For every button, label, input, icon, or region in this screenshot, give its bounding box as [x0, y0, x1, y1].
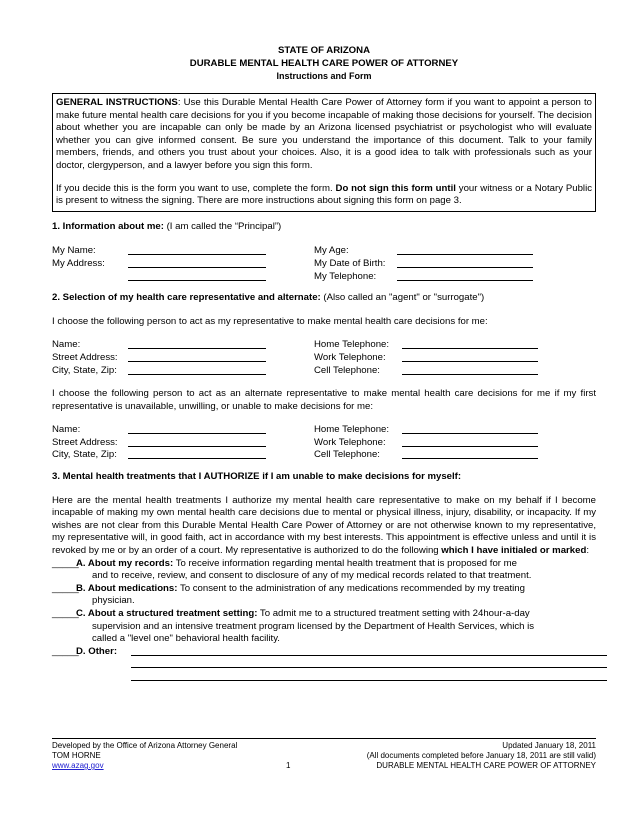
footer-validity-note: (All documents completed before January 18, 2011 are still valid) [366, 751, 596, 760]
option-d-other-field-1[interactable] [131, 646, 607, 656]
document-page [52, 0, 596, 684]
option-d-other-field-2[interactable] [131, 658, 607, 668]
header-state: STATE OF ARIZONA [277, 45, 371, 56]
section-3 [52, 471, 596, 684]
rep-city-label: City, State, Zip: [52, 364, 117, 376]
footer-website-link[interactable]: www.azag.gov [52, 761, 104, 770]
page-footer [52, 738, 596, 771]
my-address-field-2[interactable] [128, 271, 266, 286]
option-c-initial-field[interactable]: _____ [52, 608, 79, 619]
rep-work-phone-label: Work Telephone: [314, 351, 386, 363]
option-b: _____ B. About medications: To consent to the administration of any medications recommended by my treating physician. [52, 582, 525, 607]
header-title: DURABLE MENTAL HEALTH CARE POWER OF ATTORNEY [189, 58, 459, 69]
rep-street-label: Street Address: [52, 351, 118, 363]
representative-intro: I choose the following person to act as my representative to make mental health care decisions for me: [52, 315, 488, 327]
document-header [52, 44, 596, 83]
my-dob-label: My Date of Birth: [314, 257, 386, 269]
footer-updated: Updated January 18, 2011 [502, 741, 596, 750]
header-subtitle: Instructions and Form [276, 71, 372, 81]
rep-home-phone-label: Home Telephone: [314, 339, 390, 351]
footer-page-number: 1 [286, 761, 291, 770]
rep-city-field[interactable] [128, 365, 266, 380]
rep-name-label: Name: [52, 339, 81, 351]
alt-street-label: Street Address: [52, 436, 118, 448]
alt-cell-phone-label: Cell Telephone: [314, 449, 380, 461]
option-d-other-field-3[interactable] [131, 671, 607, 681]
option-c-label: C. About a structured treatment setting: [76, 608, 258, 619]
option-d-initial-field[interactable]: _____ [52, 645, 79, 657]
my-name-label: My Name: [52, 245, 96, 257]
footer-developer: Developed by the Office of Arizona Attorney General [52, 741, 238, 750]
do-not-sign-warning: Do not sign this form until [335, 182, 456, 194]
alternate-intro: I choose the following person to act as an alternate representative to make mental health care decisions for me if my first representative is unavailable, unwilling, or unable to make decisions for me: [52, 388, 596, 412]
rep-cell-phone-label: Cell Telephone: [314, 364, 380, 376]
alt-name-label: Name: [52, 424, 81, 436]
option-b-initial-field[interactable]: _____ [52, 582, 79, 594]
my-address-label: My Address: [52, 257, 105, 269]
general-instructions-text: : Use this Durable Mental Health Care Power of Attorney form if you want to appoint a person to make future mental health care decisions for you if you become incapable of making those decisions for yourself. The decision about whether you are incapable can only be made by an Arizona licensed psychiatrist or psychologist who will evaluate whether you can give informed consent. Be sure you understand the importance of this document. Talk to your family members, friends, and others you trust about your choices. Also, it is a good idea to talk with professionals such as your doctor, clergyperson, and a lawyer before you sign this form. [56, 97, 593, 171]
my-telephone-label: My Telephone: [314, 270, 377, 282]
section-3-title: 3. Mental health treatments that I AUTHORIZE if I am unable to make decisions for myself: [52, 471, 462, 483]
alt-home-phone-label: Home Telephone: [314, 424, 390, 436]
option-d-label: D. Other: [76, 645, 118, 657]
general-instructions-box [52, 93, 596, 212]
alt-cell-phone-field[interactable] [402, 449, 538, 464]
alt-city-label: City, State, Zip: [52, 449, 117, 461]
section-1-title: 1. Information about me: (I am called the “Principal”) [52, 220, 282, 232]
general-instructions-label: GENERAL INSTRUCTIONS [56, 97, 178, 108]
alt-work-phone-label: Work Telephone: [314, 436, 386, 448]
option-b-label: B. About medications: [76, 582, 178, 594]
my-telephone-field[interactable] [397, 271, 533, 286]
footer-attorney-general: TOM HORNE [52, 751, 101, 760]
section-2-title: 2. Selection of my health care representative and alternate: (Also called an "agent" or "surrogate") [52, 292, 485, 304]
alt-city-field[interactable] [128, 449, 266, 464]
option-a: _____ A. About my records: To receive information regarding mental health treatment that is proposed for me and to receive, review, and consent to disclosure of any of my medical records related to that treatment. [52, 557, 532, 582]
option-d [52, 646, 596, 685]
option-c: _____ C. About a structured treatment setting: To admit me to a structured treatment setting with 24hour-a-day supervision and an intensive treatment program licensed by the Department of Health Services, which is called a "level one" behavioral health facility. [52, 608, 535, 645]
section-1 [52, 221, 596, 283]
rep-cell-phone-field[interactable] [402, 365, 538, 380]
section-2 [52, 292, 596, 462]
option-a-initial-field[interactable]: _____ [52, 557, 79, 569]
general-instructions-para2: If you decide this is the form you want to use, complete the form. Do not sign this form until your witness or a Notary Public is present to witness the signing. There are more instructions about signing this form on page 3. [56, 182, 592, 207]
section-3-paragraph: Here are the mental health treatments I authorize my mental health care representative to make on my behalf if I become incapable of making my own mental health care decisions due to mental or physical illness, injury, disability, or incapacity. If my wishes are not clear from this Durable Mental Health Care Power of Attorney or are not otherwise known to my representative, my representative will, in good faith, act in accordance with my best interests. This appointment is effective unless and until it is revoked by me or by an order of a court. My representative is authorized to do the following which I have initialed or marked: [52, 494, 596, 557]
my-age-label: My Age: [314, 245, 349, 257]
general-instructions-para1 [56, 97, 592, 173]
footer-form-title: DURABLE MENTAL HEALTH CARE POWER OF ATTORNEY [376, 761, 596, 770]
option-a-label: A. About my records: [76, 557, 174, 569]
